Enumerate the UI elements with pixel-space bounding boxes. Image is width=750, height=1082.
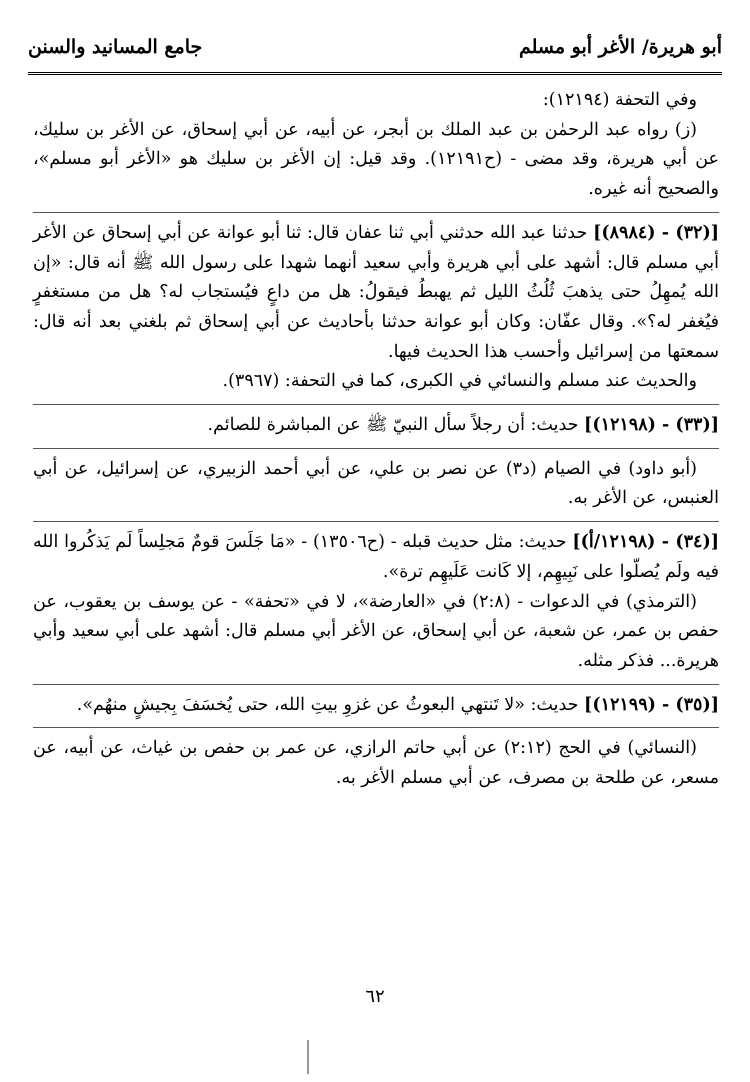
paragraph: (النسائي) في الحج (٢:١٢) عن أبي حاتم الرازي، عن عمر بن حفص بن غياث، عن أبيه، عن مسعر، عن طلحة بن مصرف، عن أبي مسلم الأغر به. [33, 738, 719, 789]
section-divider [33, 397, 719, 405]
page-number: ٦٢ [365, 986, 385, 1007]
paragraph: والحديث عند مسلم والنسائي في الكبرى، كما في التحفة: (٣٩٦٧). [222, 371, 697, 392]
page-body [33, 86, 719, 794]
paragraph: (ز) رواه عبد الرحمٰن بن عبد الملك بن أبجر، عن أبيه، عن أبي إسحاق، عن الأغر بن سليك، عن أبي هريرة، وقد مضى - (ح١٢١٩١). وقد قيل: إن الأغر بن سليك هو «الأغر أبو مسلم»، والصحيح أنه غيره. [33, 119, 719, 200]
header-book-title: جامع المسانيد والسنن [28, 36, 203, 58]
paragraph: (أبو داود) في الصيام (د٣) عن نصر بن علي، عن أبي أحمد الزبيري، عن إسرائيل، عن أبي العنبس، عن الأغر به. [33, 458, 719, 509]
paragraph: (الترمذي) في الدعوات - (٢:٨) في «العارضة»، لا في «تحفة» - عن يوسف بن يعقوب، عن حفص بن عمر، عن شعبة، عن أبي إسحاق، عن الأغر أبي مسلم قال: أشهد على أبي سعيد وأبي هريرة... فذكر مثله. [33, 591, 719, 671]
section-divider [33, 720, 719, 728]
hadith-number: [(٣٤) - (١٢١٩٨/أ)] [572, 532, 719, 553]
hadith-text: حديث: أن رجلاً سأل النبيّ ﷺ عن المباشرة للصائم. [207, 415, 579, 436]
paragraph: وفي التحفة (١٢١٩٤): [542, 90, 697, 110]
hadith-number: [(٣٥) - (١٢١٩٩)] [584, 694, 719, 715]
hadith-paragraph [33, 219, 719, 368]
hadith-paragraph [33, 691, 719, 721]
hadith-number: [(٣٣) - (١٢١٩٨)] [584, 415, 719, 436]
section-divider [33, 205, 719, 213]
hadith-number: [(٣٢) - (٨٩٨٤)] [593, 222, 719, 243]
section-divider [33, 514, 719, 522]
hadith-paragraph [33, 528, 719, 587]
scan-mark [307, 1040, 309, 1074]
header-rule [28, 72, 722, 75]
hadith-paragraph [33, 411, 719, 441]
running-header [28, 30, 722, 70]
header-chapter-title: أبو هريرة/ الأغر أبو مسلم [519, 36, 722, 58]
section-divider [33, 441, 719, 449]
section-divider [33, 677, 719, 685]
hadith-text: حديث: مثل حديث قبله - (ح١٣٥٠٦) - «مَا جَلَسَ قومٌ مَجلِساً لَم يَذكُروا الله فيه ولَم يُصلّوا على نَبِيهِم، إلا كَانت عَلَيهِم ترة». [33, 532, 719, 582]
hadith-text: حديث: «لا تَنتهي البعوثُ عن غزوِ بيتِ الله، حتى يُخسَفَ بِجيشٍ منهُم». [76, 694, 579, 715]
hadith-text: حدثنا عبد الله حدثني أبي ثنا عفان قال: ثنا أبو عوانة عن أبي إسحاق عن الأغر أبي مسلم قال: أشهد على أبي هريرة وأبي سعيد أنهما شهدا على رسول الله ﷺ أنه قال: «إن الله يُمهِلُ حتى يذهبَ ثُلُثُ الليل ثم يهبطُ فيقولُ: هل من داعٍ فيُستجاب له؟ هل من مستغفرٍ فيُغفر له؟». وقال عفّان: وكان أبو عوانة حدثنا بأحاديث عن أبي إسحاق ثم بلغني بعد أنه قال: سمعتها من إسرائيل وأحسب هذا الحديث فيها. [33, 222, 719, 362]
